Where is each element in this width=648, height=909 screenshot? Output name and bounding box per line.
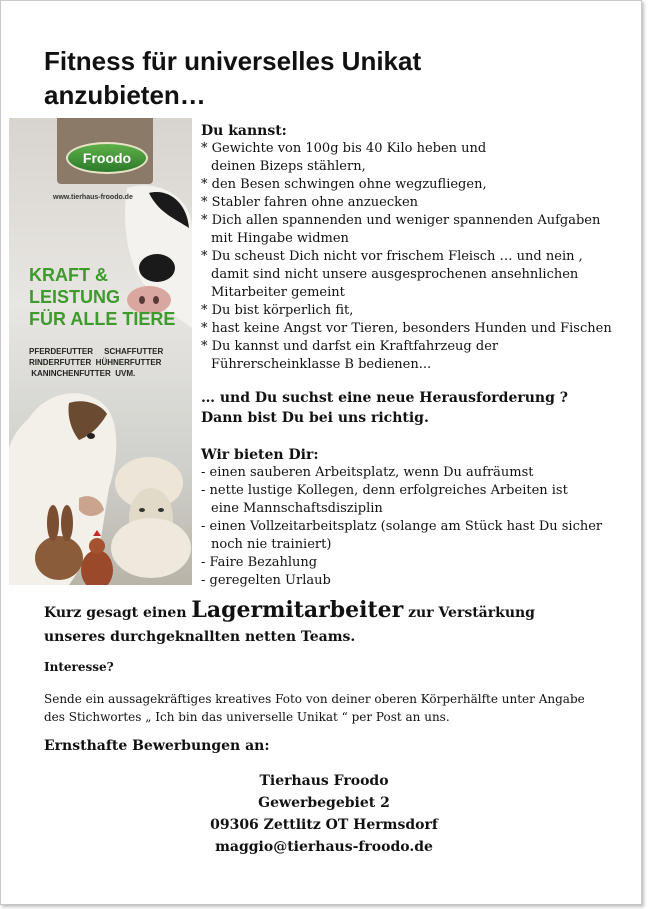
list-item: * Gewichte von 100g bis 40 Kilo heben und deinen Bizeps stählern, [201,141,487,174]
can-heading: Du kannst: [201,123,287,139]
list-item: * Du kannst und darfst ein Kraftfahrzeug der Führerscheinklasse B bedienen... [201,339,499,372]
summary-text [44,598,624,649]
list-item: * Stabler fahren ohne anzuecken [201,195,419,210]
company-name: Tierhaus Froodo [259,773,389,789]
ad-headline [29,264,175,330]
contact-heading: Ernsthafte Bewerbungen an: [44,738,270,754]
list-item: - nette lustige Kollegen, denn erfolgreiches Arbeiten ist eine Mannschaftsdisziplin [201,483,568,516]
address-block [0,770,648,858]
list-item: * Du scheust Dich nicht vor frischem Fleisch … und nein , damit sind nicht unsere ausgesprochenen ansehnlichen Mitarbeiter gemeint [201,249,583,300]
call-line-1: … und Du suchst eine neue Herausforderung ? [201,390,568,406]
main-content-column [201,122,621,590]
list-item: - einen sauberen Arbeitsplatz, wenn Du aufräumst [201,465,534,480]
summary-post: zur Verstärkung [403,605,535,621]
ad-feed-list: PFERDEFUTTER SCHAFFUTTER RINDERFUTTER HÜHNERFUTTER KANINCHENFUTTER UVM. [29,347,164,378]
call-line-2: Dann bist Du bei uns richtig. [201,410,429,426]
list-item: * Dich allen spannenden und weniger spannenden Aufgaben mit Hingabe widmen [201,213,601,246]
ad-headline-line: KRAFT & [29,265,108,285]
list-item: - geregelten Urlaub [201,573,331,588]
offer-list [201,464,621,590]
list-item: - einen Vollzeitarbeitsplatz (solange am Stück hast Du sicher noch nie trainiert) [201,519,603,552]
city: 09306 Zettlitz OT Hermsdorf [210,817,438,833]
title-line-2: anzubieten… [44,80,206,110]
advertisement-image [9,118,192,585]
can-list [201,140,621,374]
offer-heading: Wir bieten Dir: [201,447,319,463]
job-title: Lagermitarbeiter [191,597,404,623]
froodo-logo: Froodo [66,142,148,174]
summary-line-2: unseres durchgeknallten netten Teams. [44,629,356,645]
ad-headline-line: LEISTUNG [29,287,121,307]
list-item: * den Besen schwingen ohne wegzufliegen, [201,177,487,192]
page-title [44,44,604,112]
email: maggio@tierhaus-froodo.de [215,839,433,855]
ad-url: www.tierhaus-froodo.de [53,194,133,201]
interest-label: Interesse? [44,660,114,674]
list-item: - Faire Bezahlung [201,555,318,570]
list-item: * hast keine Angst vor Tieren, besonders Hunden und Fischen [201,321,612,336]
summary-pre: Kurz gesagt einen [44,605,192,621]
call-to-action [201,388,621,428]
title-line-1: Fitness für universelles Unikat [44,46,422,76]
street: Gewerbegebiet 2 [258,795,390,811]
application-instructions: Sende ein aussagekräftiges kreatives Foto von deiner oberen Körperhälfte unter Angabe des Stichwortes „ Ich bin das universelle Unikat “ per Post an uns. [44,692,585,724]
list-item: * Du bist körperlich fit, [201,303,354,318]
ad-headline-line: FÜR ALLE TIERE [29,309,176,329]
